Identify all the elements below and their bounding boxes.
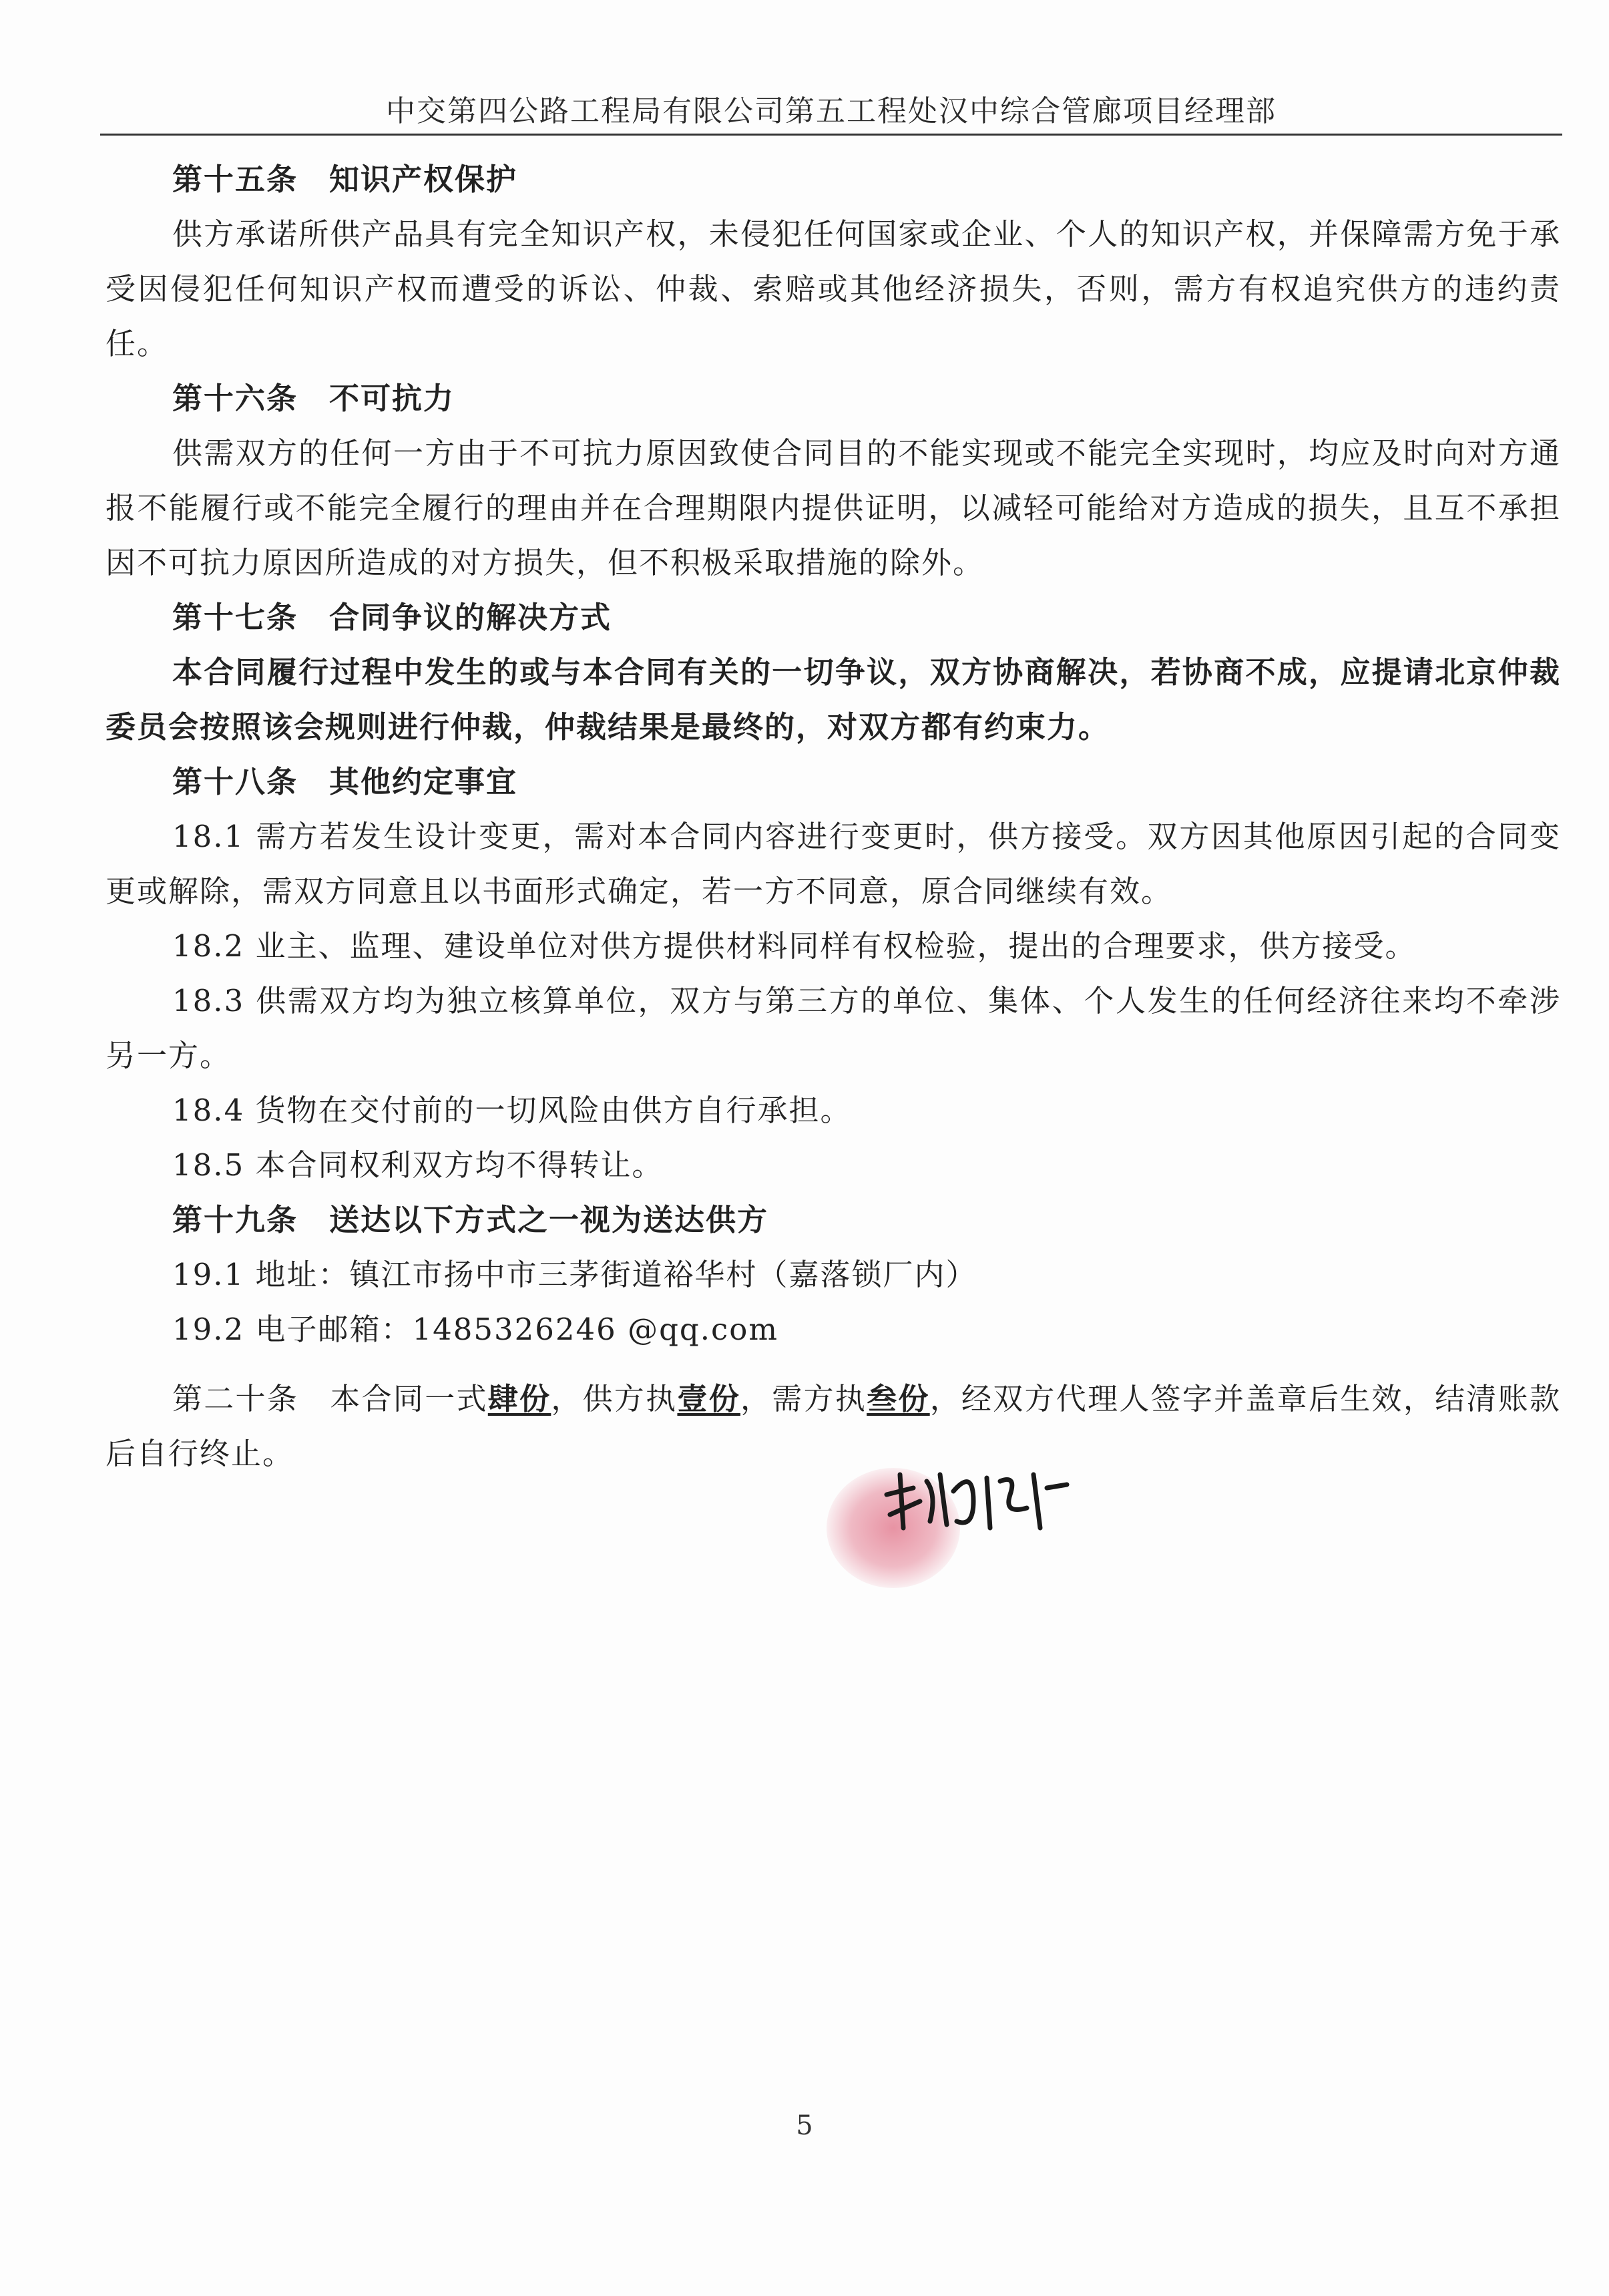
- section-17-body: 本合同履行过程中发生的或与本合同有关的一切争议，双方协商解决，若协商不成，应提请北京仲裁委员会按照该会规则进行仲裁，仲裁结果是最终的，对双方都有约束力。: [105, 654, 1561, 745]
- signature-area: [105, 1481, 1561, 1595]
- section-16-body: 供需双方的任何一方由于不可抗力原因致使合同目的不能实现或不能完全实现时，均应及时向对方通报不能履行或不能完全履行的理由并在合理期限内提供证明，以减轻可能给对方造成的损失，且互不承担因不可抗力原因所造成的对方损失，但不积极采取措施的除外。: [105, 435, 1561, 580]
- page-header-title: 中交第四公路工程局有限公司第五工程处汉中综合管廊项目经理部: [386, 94, 1277, 128]
- section-20-mid1: ，供方执: [551, 1381, 678, 1416]
- section-18-item-1: 18.1 需方若发生设计变更，需对本合同内容进行变更时，供方接受。双方因其他原因引起的合同变更或解除，需双方同意且以书面形式确定，若一方不同意，原合同继续有效。: [105, 819, 1561, 909]
- section-15-body: 供方承诺所供产品具有完全知识产权，未侵犯任何国家或企业、个人的知识产权，并保障需方免于承受因侵犯任何知识产权而遭受的诉讼、仲裁、索赔或其他经济损失，否则，需方有权追究供方的违约责任。: [105, 216, 1561, 361]
- copies-buyer: 叁份: [867, 1381, 930, 1416]
- section-19-heading: 第十九条 送达以下方式之一视为送达供方: [172, 1202, 769, 1237]
- section-19-email: 19.2 电子邮箱：1485326246 @qq.com: [172, 1312, 778, 1347]
- header-divider: [100, 134, 1562, 136]
- copies-total: 肆份: [487, 1381, 551, 1416]
- section-20-lead: 第二十条 本合同一式: [172, 1381, 488, 1416]
- section-17-heading: 第十七条 合同争议的解决方式: [172, 600, 612, 635]
- section-20-body: [105, 1372, 1561, 1481]
- section-15-heading: 第十五条 知识产权保护: [172, 162, 518, 197]
- section-20-tail: ，经双方代理人签字并盖章后生效，结清账款后自行终止。: [105, 1381, 1561, 1471]
- section-19-address: 19.1 地址：镇江市扬中市三茅街道裕华村（嘉落锁厂内）: [172, 1257, 977, 1292]
- section-16-heading: 第十六条 不可抗力: [172, 381, 455, 416]
- section-20-mid2: ，需方执: [740, 1381, 867, 1416]
- page-number: 5: [796, 2110, 813, 2141]
- section-18-item-3: 18.3 供需双方均为独立核算单位，双方与第三方的单位、集体、个人发生的任何经济往来均不牵涉另一方。: [105, 983, 1561, 1073]
- section-18-heading: 第十八条 其他约定事宜: [172, 764, 518, 799]
- copies-supplier: 壹份: [677, 1381, 741, 1416]
- spacer: [105, 1357, 1561, 1372]
- document-body: [105, 152, 1561, 1595]
- section-18-item-2: 18.2 业主、监理、建设单位对供方提供材料同样有权检验，提出的合理要求，供方接受。: [172, 928, 1417, 964]
- section-18-item-4: 18.4 货物在交付前的一切风险由供方自行承担。: [172, 1093, 852, 1128]
- section-18-item-5: 18.5 本合同权利双方均不得转让。: [172, 1147, 664, 1183]
- handwritten-signature: [873, 1455, 1074, 1548]
